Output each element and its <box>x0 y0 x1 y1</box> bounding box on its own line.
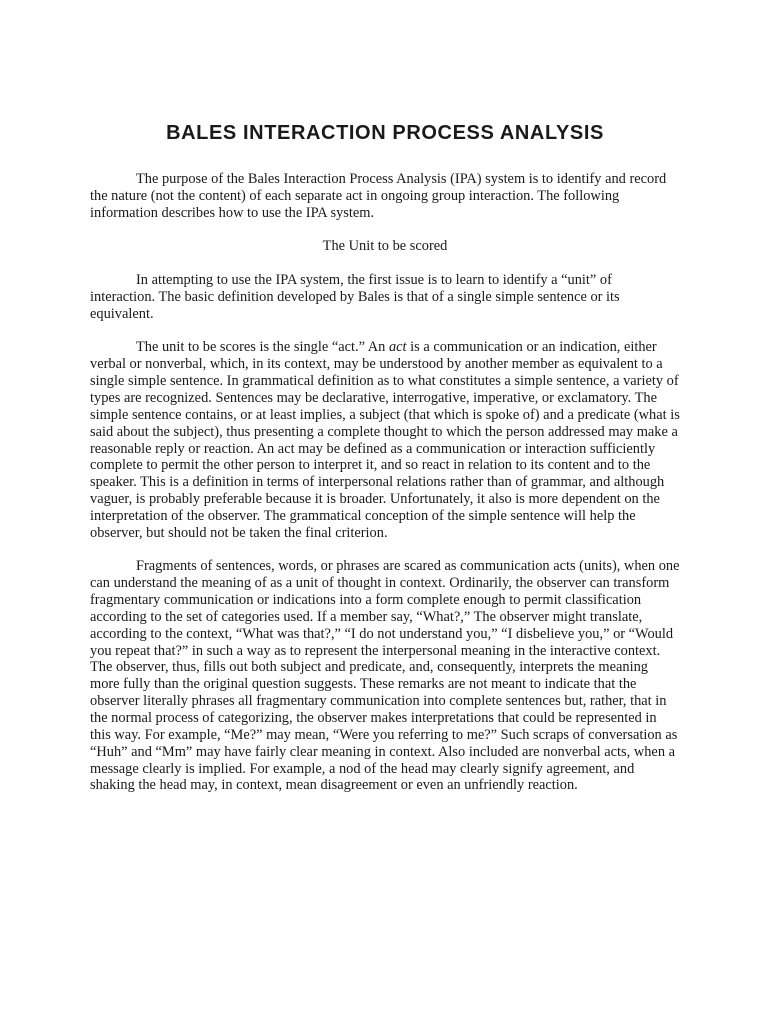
paragraph-text-after: is a communication or an indication, either verbal or nonverbal, which, in its context, may be understood by another member as equivalent to a single simple sentence. In grammatical definition as to what constitutes a simple sentence, a variety of types are recognized. Sentences may be declarative, interrogative, imperative, or exclamatory. The simple sentence contains, or at least implies, a subject (that which is spoke of) and a predicate (what is said about the subject), thus presenting a complete thought to which the person addressed may make a reasonable reply or reaction. An act may be defined as a communication or interaction sufficiently complete to permit the other person to interpret it, and so react in relation to its content and to the speaker. This is a definition in terms of interpersonal relations rather than of grammar, and although vaguer, is probably preferable because it is broader. Unfortunately, it also is more dependent on the interpretation of the observer. The grammatical conception of the simple sentence will help the observer, but should not be taken the final criterion. <box>90 339 680 541</box>
section-heading: The Unit to be scored <box>322 238 448 255</box>
unit-paragraph-1: In attempting to use the IPA system, the first issue is to learn to identify a “unit” of interaction. The basic definition developed by Bales is that of a single simple sentence or its equivalent. <box>90 272 620 322</box>
paragraph-text-before: The unit to be scores is the single “act.” An <box>136 339 389 356</box>
document-page <box>90 118 680 811</box>
fragments-paragraph: Fragments of sentences, words, or phrases are scared as communication acts (units), when one can understand the meaning of as a unit of thought in context. Ordinarily, the observer can transform fragmentary communication or indications into a form complete enough to permit classification according to the set of categories used. If a member say, “What?,” The observer might translate, according to the context, “What was that?,” “I do not understand you,” “I disbelieve you,” or “Would you repeat that?” in such a way as to represent the interpersonal meaning in the interactive context. The observer, thus, fills out both subject and predicate, and, consequently, interprets the meaning more fully than the original question suggests. These remarks are not meant to indicate that the observer literally phrases all fragmentary communication into complete sentences but, rather, that in the normal process of categorizing, the observer makes interpretations that could be represented in this way. For example, “Me?” may mean, “Were you referring to me?” Such scraps of conversation as “Huh” and “Mm” may have fairly clear meaning in context. Also included are nonverbal acts, when a message clearly is implied. For example, a nod of the head may clearly signify agreement, and shaking the head may, in context, mean disagreement or even an unfriendly reaction. <box>90 558 680 794</box>
document-title: BALES INTERACTION PROCESS ANALYSIS <box>166 122 604 144</box>
unit-paragraph-2 <box>90 339 680 541</box>
emphasized-term: act <box>388 339 407 356</box>
intro-paragraph: The purpose of the Bales Interaction Process Analysis (IPA) system is to identify and record the nature (not the content) of each separate act in ongoing group interaction. The following information describes how to use the IPA system. <box>90 171 667 221</box>
